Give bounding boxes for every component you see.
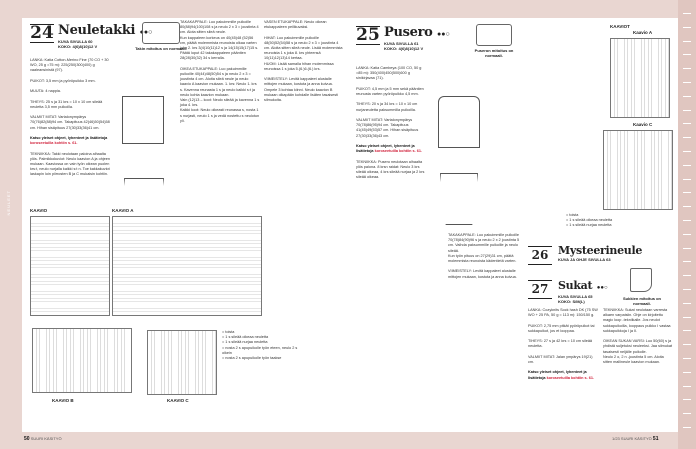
left-front-text: VASEN ETUKAPPALE: Neulo oikean etukappaleen peilikuvaksi. xyxy=(264,20,327,30)
difficulty-dots: ●●○ xyxy=(596,285,608,291)
general-note: Katso yleiset ohjeet, lyhenteet ja lisätietoja xyxy=(30,136,108,141)
magazine-name: 1/23 SUURI KÄSITYÖ xyxy=(612,436,652,441)
yarn-text: LANKA: Katia Cambeya (100 CO, 50 g =85 m): 350(400)450(500)600 g sinikirjavaa (71). xyxy=(356,66,422,81)
measurements-text: VALMIIT MITAT: Jalan ympärys 19(21) cm. xyxy=(528,354,593,365)
needles-text: PUIKOT: 3,5 mm ja pyöröpuikko 3 mm. xyxy=(30,78,96,83)
mystery-number: 26 xyxy=(528,246,552,265)
magazine-name: SUURI KÄSITYÖ xyxy=(30,436,62,441)
see-link[interactable]: koroseetuilla kohtiin s. 61. xyxy=(374,149,423,154)
measurements-text: VALMIIT MITAT: Vartalonympärys 70(76)82(88)94 cm. Takapituus 42(46)50(54)58 cm. Hihan sisäpituus 27(30)33(36)41 cm. xyxy=(30,115,110,130)
socks-sizing-note: Sukkien mitoitus on normaali. xyxy=(622,296,661,306)
right-page xyxy=(348,18,678,432)
finishing-text: VIIMEISTELY: Levitä kappaleet alustalle mittojen mukaan, kostuta ja anna kuivua. xyxy=(448,269,517,279)
sizes-text: Vain (12)13 – koot: Neulo sileää ja kavenna 1 s joka 4. krs. xyxy=(180,98,260,108)
size: KOKO: 4(6)8(10)12 V xyxy=(58,44,98,49)
instructions-column xyxy=(448,233,522,280)
right-margin-tabs xyxy=(678,0,696,449)
chart xyxy=(30,216,110,316)
socks-instructions xyxy=(603,308,673,365)
legend-item: = 1 s sileää nurjaa neuletta xyxy=(566,223,612,228)
legend-item: = nosta 2 s apupuikolle työn taakse xyxy=(222,356,282,361)
socks-materials xyxy=(528,308,598,381)
difficulty-dots: ●●○ xyxy=(437,31,450,38)
right-front-text: OIKEA ETUKAPPALE: Luo pakuimmille puikoille 40(44)48(50)54 s ja neulo 2 x 3 = joustinta 4 cm. Aloita sileä neule ja neulo kaavio A kaavion mukaan. 1. krs: Neulo 1. krs s. Kavenna reunasta 1 s ja neulo kaikki s:t ja neulo kohta kaavion mukaan. xyxy=(180,66,257,97)
legend-item: = toista xyxy=(222,330,235,334)
left-front-column xyxy=(264,20,344,103)
chart-c xyxy=(147,330,217,395)
socks-title: Sukat xyxy=(558,279,593,292)
legend-item: = 1 s sileää nurjaa neuletta xyxy=(222,340,268,345)
see-link[interactable]: koroseetuilla kohtiin s. 61. xyxy=(546,375,595,380)
other-text: MUUTA: 4 nappia. xyxy=(30,89,61,94)
mystery-title: Mysteerineule xyxy=(558,244,643,257)
gauge-text: TIHEYS: 20 s ja 34 krs = 10 x 10 cm nurjaneuletta paksummilla puikoilla. xyxy=(356,102,418,112)
pattern-number: 24 xyxy=(30,23,54,43)
chart-c-label: Kaavio C xyxy=(633,122,653,127)
chart-b-label: KAAVIO B xyxy=(52,398,74,403)
legend-item: = toista xyxy=(566,213,579,217)
sizing-note: Puseron mitoitus on normaali. xyxy=(474,48,514,58)
cardigan-sketch-icon xyxy=(139,22,180,44)
right-footer xyxy=(612,436,658,442)
materials-column xyxy=(30,58,110,178)
page-number: 51 xyxy=(652,436,659,442)
pattern-title: Pusero xyxy=(384,25,433,40)
back-text: TAKAKAPPALE: Luo pakuimmille puikoille 70(78)84(90)96 s ja neulo 2 x 2 joustinta 5 cm. Vaihda paksummille puikoille ja neulo sileää. xyxy=(448,233,520,253)
back-schematic xyxy=(122,96,164,144)
materials-column xyxy=(356,66,428,180)
chart-a-label: KAAVIO A xyxy=(112,208,134,213)
pattern-title: Neuletakki xyxy=(58,23,136,38)
sweater-sketch-icon xyxy=(476,24,512,46)
legend-item: = nosta 2 s apupuikolle työn eteen, neulo 2 s oikein xyxy=(222,345,298,355)
yarn-text: LANKA: Cozyknits Sock hash DK (75 SW WO + 25 PA, 50 g = 113 m): 150/150 g. xyxy=(528,308,598,318)
chart-a-label: Kaavio A xyxy=(633,30,653,35)
sock-sketch-icon xyxy=(630,268,652,292)
measurements-text: VALMIIT MITAT: Vartalonympärys 70(78)86(95)94 cm. Takapituus 41(45)49(53)57 cm. Hihan sisäpituus 27(30)33(36)43 cm. xyxy=(356,118,419,138)
back-text-2: Kun kappaleen korkeus on 40(45)48 (52)56 cm, päätä molemmista reunoista olkaa varten joka 2. krs 3(4)10(11)12 s ja 14(15)15(17)15 s. Päätä loput 42 takakappaleen pääntien 28(28)30(32) 34 s kerralla. xyxy=(180,35,259,61)
charts-heading: KAAVIOT xyxy=(610,24,630,29)
see-page: KUVA SIVULLA 60 xyxy=(58,39,93,44)
size: KOKO: 4(6)8(10)12 V xyxy=(384,46,424,51)
gauge-text: TIHEYS: 27 s ja 42 krs = 10 cm sileää neuletta. xyxy=(528,339,593,349)
socks-number: 27 xyxy=(528,280,552,299)
chart-legend xyxy=(222,330,302,361)
finishing-text: VIIMEISTELY: Levitä kappaleet alustalle mittojen mukaan, kostuta ja anna kuivua. xyxy=(264,77,333,87)
legend-item: = 1 s sileää oikeaa neuletta xyxy=(222,335,269,340)
technique-text: TEKNIIKKA: Sukat neulotaan varresta alkaen varpaisiin. Ohje on kirjoitettu magic loop -tekniikalle. Jos neulot sukkapuikoilla, looppaus puikko I vastaa sukkapuikkoja I ja II. xyxy=(603,308,671,333)
armhole-text: Kun työn pituus on 27(29)31 cm, päätä molemmista reunoista kädentietä varten. xyxy=(448,253,517,264)
technique-text: TEKNIIKKA: Takki neulotaan paloina alhaalta ylös. Palmikkokuviot: Neulo kaavion A ja ohjeen mukaan. Kaaviossa on vain työn oikean puolen krs:t, neulo nurjalla kaikki s:t n. Toe kakkakuviot laskapin loin piirrosten B ja C mukaisin kohtiin. xyxy=(30,151,110,177)
chart-a xyxy=(112,216,262,316)
back-column xyxy=(180,20,260,124)
left-margin xyxy=(0,0,22,449)
chart-b xyxy=(32,328,132,393)
size: KOKO: S/M(L) xyxy=(558,299,585,304)
sleeve-schematic xyxy=(440,173,478,225)
sleeves-text: HIHAT: Luo pakuimmille puikoille 48(50)52(54)58 s ja neulo 2 x 3 = joustinta 4 cm. Aloita sitten sileä neule. Lisää molemmista reunoista 1 s joka 8. krs yhteensä 10(11)12(13)14 kertaa. xyxy=(264,35,343,61)
general-note: Katso yleiset ohjeet, lyhenteet ja lisätietoja xyxy=(356,144,415,154)
chart-c-label: KAAVIO C xyxy=(167,398,189,403)
chart-a xyxy=(610,38,670,118)
needles-text: PUIKOT: 4,5 mm ja 5 mm sekä pääntien reunusta varten pyöröpuikko 4,5 mm. xyxy=(356,86,424,97)
technique-text: TEKNIIKKA: Pusero neulotaan alhaalta ylös palona. 8 krsn raidat: Neulo 3 krs sileää oikeaa, 4 krs sileää nurjaa ja 2 krs sileää oikeaa. xyxy=(356,159,425,180)
gauge-text: TIHEYS: 25 s ja 31 krs = 10 x 10 cm sileää neuletta 3,5 mm puikoilla. xyxy=(30,99,103,109)
finishing-text-2: Ompele 3 kohtaa kiinni. Neulo kaavion B mukaan olkapään kohdalle lisäten tasaisesti silmukoita. xyxy=(264,87,339,103)
back-text: TAKAKAPPALE: Luo pakuimmille puikoille 80(88)94(100)108 s ja neulo 2 x 3 = joustinta 4 cm. Alota sitten sileä neule. xyxy=(180,20,259,35)
sizing-note: Takin mitoitus on normaali. xyxy=(135,46,187,51)
see-page: KUVA SIVULLA 65 xyxy=(558,294,593,299)
difficulty-dots: ●●○ xyxy=(139,29,153,36)
leg-text: OIKEAN SUKAN VARSI: Luo 50(60) s ja yhdistä suljetuksi neuleeksi. Jaa silmukat tasaisesti neljälle puikolle. xyxy=(603,339,673,354)
all-sizes-text: Kaikki koot: Neulo oikeasti reunassa s, nosta 1 s nurjasti, neulo 1 s ja vedä nostettu s neulotun yli. xyxy=(180,108,260,123)
chart-legend xyxy=(566,213,666,229)
page-number: 50 xyxy=(24,436,30,442)
legend-item: = 1 s sileää oikeaa neuletta xyxy=(566,218,613,223)
needles-text: PUIKOT: 2,75 mm pitkät pyöröpuikot tai sukkapuikot, jos et looppaa. xyxy=(528,323,595,333)
note-text: HUOM: Lisää samalla hihan molemmissa reunoissa 1 s joka 5.(6.)6.(6.) krs. xyxy=(264,61,334,71)
left-page xyxy=(22,18,348,432)
left-footer xyxy=(24,436,62,442)
general-note: Katso yleiset ohjeet, lyhenteet ja lisätietoja xyxy=(528,370,587,380)
chart-label: KAAVIO xyxy=(30,208,48,213)
rib-text: Neulo 2 o, 2 n -joustinta 5 cm. Aloita sitten mallineule kaavion mukaan. xyxy=(603,354,664,365)
see-page: KUVA SIVULLA 61 xyxy=(384,41,419,46)
yarn-text: LANKA: Katia Cotton-Merino Fine (70 CO + 30 WO, 25 g =75 m): 225(250)300(400) g vaaleansinistä (97). xyxy=(30,58,109,73)
pattern-number: 25 xyxy=(356,25,380,45)
chart-c xyxy=(603,130,673,210)
mystery-see-page: KUVA JA OHJE SIVULLA 63 xyxy=(558,257,611,262)
body-schematic xyxy=(438,96,480,148)
side-label: NEULEET xyxy=(6,190,11,216)
see-link[interactable]: koroseetuilla kohtiin s. 61. xyxy=(30,141,78,146)
